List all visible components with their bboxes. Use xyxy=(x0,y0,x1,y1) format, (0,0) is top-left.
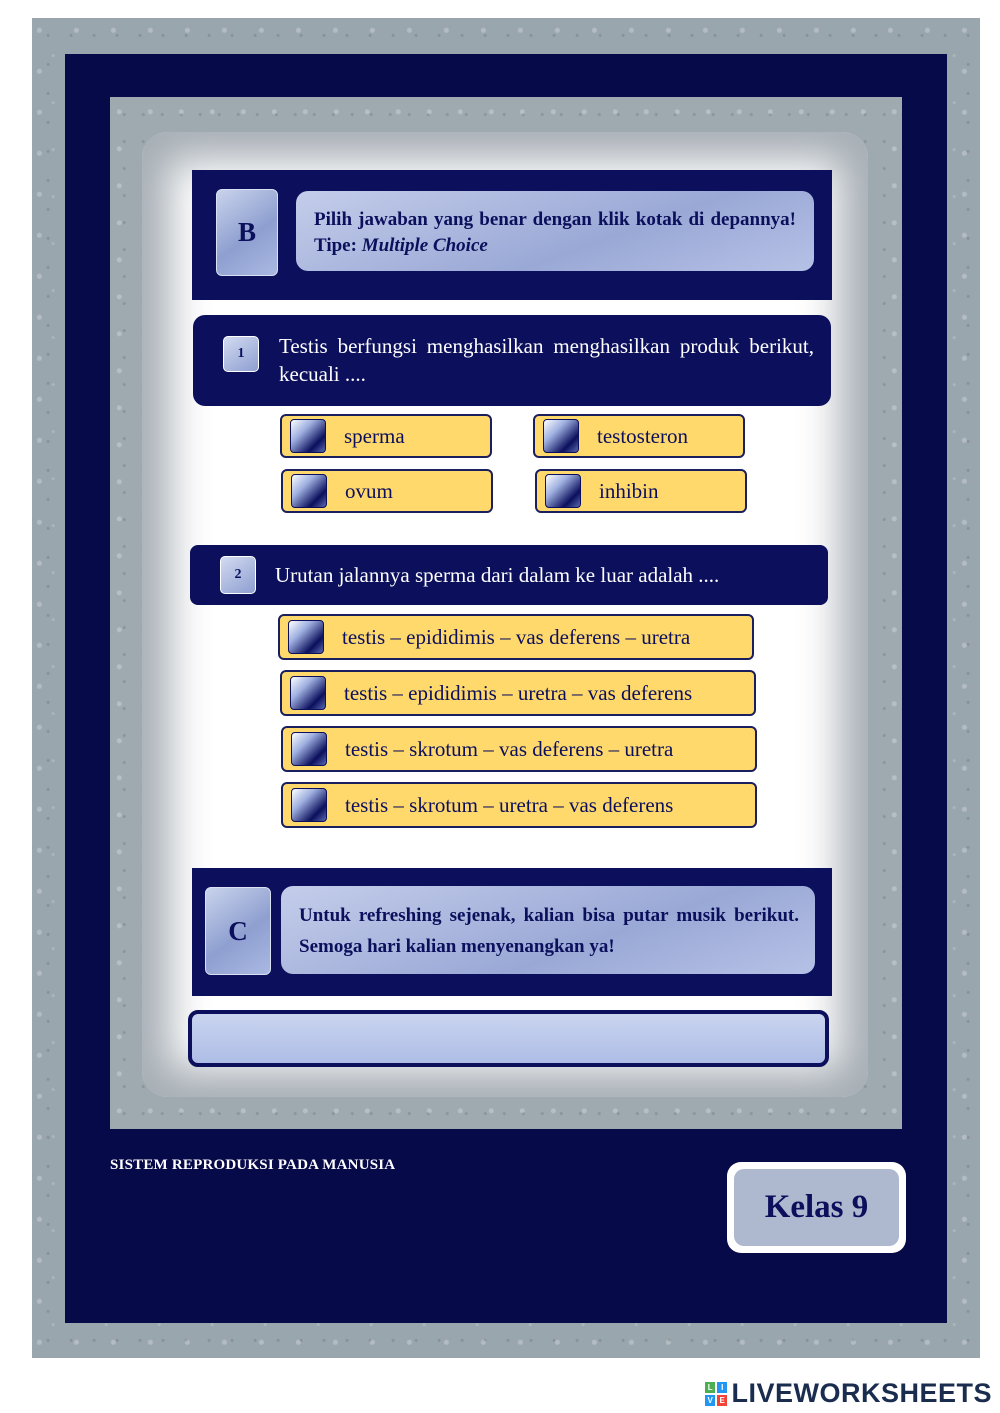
logo-letter: L xyxy=(705,1382,715,1393)
checkbox-icon[interactable] xyxy=(288,620,324,654)
checkbox-icon[interactable] xyxy=(290,676,326,710)
q2-option-3[interactable] xyxy=(281,726,757,772)
q1-option-testosteron[interactable] xyxy=(533,414,745,458)
liveworksheets-logo-icon xyxy=(705,1382,727,1406)
question-1 xyxy=(193,315,831,406)
grade-badge xyxy=(727,1162,906,1253)
q2-option-2[interactable] xyxy=(280,670,756,716)
section-c-instruction: Untuk refreshing sejenak, kalian bisa putar musik berikut. Semoga hari kalian menyenangkan ya! xyxy=(281,886,815,974)
checkbox-icon[interactable] xyxy=(291,788,327,822)
option-label: testis – epididimis – uretra – vas deferens xyxy=(344,680,693,705)
logo-letter: I xyxy=(717,1382,727,1393)
option-label: sperma xyxy=(344,423,405,448)
option-label: testis – skrotum – vas deferens – uretra xyxy=(345,736,674,761)
liveworksheets-brand[interactable] xyxy=(705,1378,992,1409)
question-2-number: 2 xyxy=(220,556,256,594)
checkbox-icon[interactable] xyxy=(291,732,327,766)
q1-option-ovum[interactable] xyxy=(281,469,493,513)
checkbox-icon[interactable] xyxy=(545,474,581,508)
q2-option-1[interactable] xyxy=(278,614,754,660)
q1-option-sperma[interactable] xyxy=(280,414,492,458)
brand-name: LIVEWORKSHEETS xyxy=(731,1378,992,1408)
logo-letter: V xyxy=(705,1395,715,1406)
option-label: testosteron xyxy=(597,423,688,448)
question-1-text: Testis berfungsi menghasilkan menghasilkan produk berikut, kecuali .... xyxy=(279,334,814,386)
checkbox-icon[interactable] xyxy=(291,474,327,508)
q1-option-inhibin[interactable] xyxy=(535,469,747,513)
worksheet-topic: SISTEM REPRODUKSI PADA MANUSIA xyxy=(110,1157,396,1173)
section-b-letter: B xyxy=(216,189,278,276)
logo-letter: E xyxy=(717,1395,727,1406)
checkbox-icon[interactable] xyxy=(543,419,579,453)
question-2 xyxy=(190,545,828,605)
option-label: testis – epididimis – vas deferens – uretra xyxy=(342,624,691,649)
option-label: inhibin xyxy=(599,478,659,503)
option-label: ovum xyxy=(345,478,393,503)
instruction-text: Pilih jawaban yang benar dengan klik kotak di depannya! Tipe: xyxy=(314,209,796,256)
question-1-number: 1 xyxy=(223,336,259,372)
option-label: testis – skrotum – uretra – vas deferens xyxy=(345,792,674,817)
music-player[interactable] xyxy=(188,1010,829,1067)
instruction-type: Multiple Choice xyxy=(361,235,488,256)
question-2-text: Urutan jalannya sperma dari dalam ke luar adalah .... xyxy=(275,563,720,587)
q2-option-4[interactable] xyxy=(281,782,757,828)
section-c-letter: C xyxy=(205,887,271,975)
section-b-instruction xyxy=(296,191,814,271)
grade-label: Kelas 9 xyxy=(734,1169,899,1246)
checkbox-icon[interactable] xyxy=(290,419,326,453)
